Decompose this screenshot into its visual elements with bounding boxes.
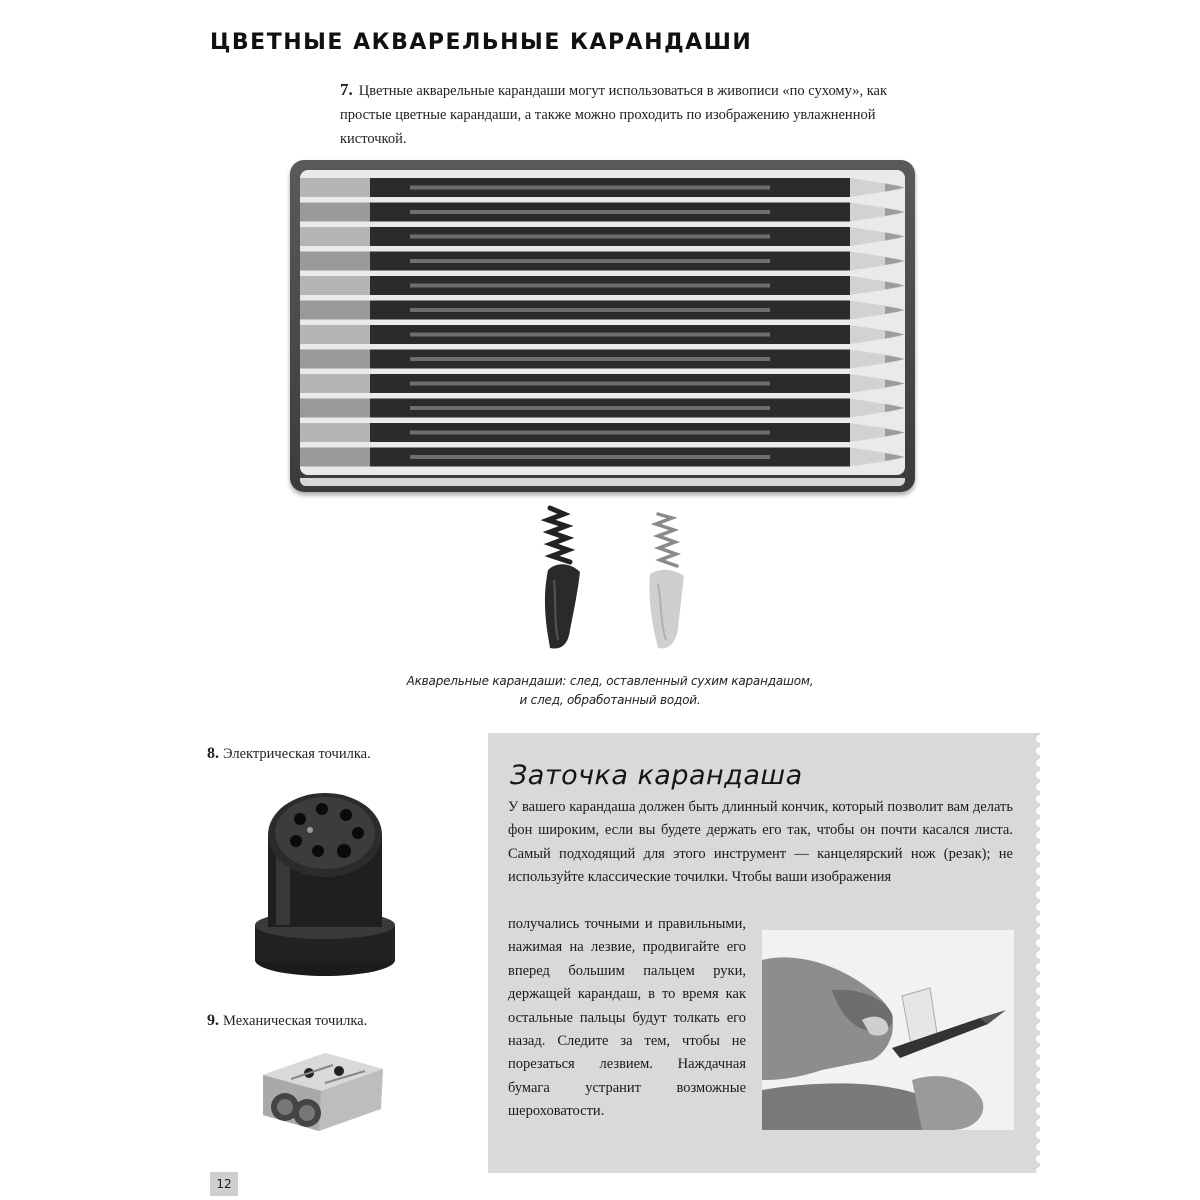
pencil: [300, 350, 905, 369]
pencil: [300, 252, 905, 271]
page-number: 12: [210, 1172, 238, 1196]
pencil: [300, 325, 905, 344]
item-9-body: Механическая точилка.: [223, 1013, 368, 1029]
tip-text-wrapped: получались точными и правильными, нажимая на лезвие, продвигайте его вперед большим пальцем руки, держащей карандаш, в то время как остальные пальцы будут толкать его назад. Следите за тем, чтобы не порезаться лезвием. Наждачная бумага устранит возможные шероховатости.: [508, 916, 746, 1120]
item-8-number: 8.: [207, 745, 219, 762]
tip-title: Заточка карандаша: [510, 760, 803, 791]
strokes-caption: [400, 672, 820, 710]
item-8-body: Электрическая точилка.: [223, 746, 371, 762]
caption-line-2: и след, обработанный водой.: [519, 693, 701, 707]
pencil: [300, 374, 905, 393]
pencil: [300, 227, 905, 246]
electric-sharpener-photo: [240, 775, 410, 985]
item-7-body: Цветные акварельные карандаши могут использоваться в живописи «по сухому», как простые цветные карандаши, а также можно проходить по изображению увлажненной кисточкой.: [340, 83, 888, 147]
pencil-tin-lip: [300, 478, 905, 486]
pencil: [300, 301, 905, 320]
mechanical-sharpener-photo: [255, 1035, 390, 1135]
item-7-text: [340, 78, 900, 151]
dry-stroke-sample: [545, 508, 580, 648]
pencil: [300, 423, 905, 442]
pencil: [300, 178, 905, 197]
page-title: ЦВЕТНЫЕ АКВАРЕЛЬНЫЕ КАРАНДАШИ: [210, 30, 753, 55]
stroke-samples: [520, 500, 720, 665]
item-9-number: 9.: [207, 1012, 219, 1029]
pencils-illustration: [300, 170, 905, 475]
item-9-text: [207, 1012, 367, 1030]
tip-text-top: У вашего карандаша должен быть длинный кончик, который позволит вам делать фон широким, если вы будете держать его так, чтобы он почти касался листа. Самый подходящий для этого инструмент — канцелярский нож (резак); не используйте классические точилки. Чтобы ваши изображения: [508, 799, 1013, 886]
wet-stroke-sample: [649, 514, 684, 648]
pencil: [300, 399, 905, 418]
pencil: [300, 276, 905, 295]
pencil: [300, 448, 905, 467]
caption-line-1: Акварельные карандаши: след, оставленный сухим карандашом,: [406, 674, 814, 688]
pencil: [300, 203, 905, 222]
tip-box-perforated-edge: [1028, 733, 1040, 1173]
item-7-number: 7.: [340, 80, 353, 99]
item-8-text: [207, 745, 371, 763]
hand-sharpening-photo: [762, 930, 1014, 1130]
pencil-tin-tray: [300, 170, 905, 475]
